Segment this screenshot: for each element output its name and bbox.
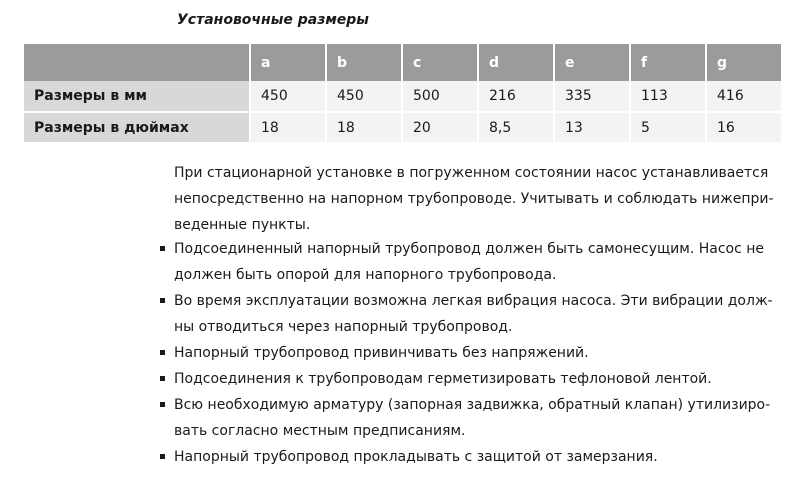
bullet-square-icon [160,350,165,355]
bullet-square-icon [160,376,165,381]
table-cell: 18 [326,112,402,143]
table-cell: 416 [706,81,781,112]
list-item [160,392,780,444]
intro-line: При стационарной установке в погруженном состоянии насос устанавливается [174,165,769,181]
column-header: d [478,44,554,81]
list-item [160,236,780,288]
table-cell: 450 [250,81,326,112]
table-cell: 16 [706,112,781,143]
table-cell: 500 [402,81,478,112]
table-cell: 335 [554,81,630,112]
column-header: c [402,44,478,81]
list-item-line: ны отводиться через напорный трубопровод. [174,319,513,335]
column-header: f [630,44,706,81]
column-header: a [250,44,326,81]
row-label: Размеры в мм [24,81,250,112]
dimensions-table [24,44,781,144]
table-row [24,81,781,112]
bullet-square-icon [160,402,165,407]
intro-paragraph [174,160,774,238]
table-cell: 18 [250,112,326,143]
list-item-line: Во время эксплуатации возможна легкая вибрация насоса. Эти вибрации долж- [174,293,773,309]
bullet-square-icon [160,454,165,459]
table-cell: 450 [326,81,402,112]
list-item-line: Напорный трубопровод привинчивать без напряжений. [174,345,589,361]
table-cell: 216 [478,81,554,112]
list-item [160,366,780,392]
table-row [24,112,781,143]
table-cell: 8,5 [478,112,554,143]
column-header: b [326,44,402,81]
list-item-line: Всю необходимую арматуру (запорная задвижка, обратный клапан) утилизиро- [174,397,771,413]
list-item [160,340,780,366]
list-item [160,444,780,470]
table-cell: 113 [630,81,706,112]
intro-line: веденные пункты. [174,217,311,233]
header-empty-cell [24,44,250,81]
list-item-line: Подсоединения к трубопроводам герметизировать тефлоновой лентой. [174,371,712,387]
table-cell: 13 [554,112,630,143]
table-cell: 20 [402,112,478,143]
list-item [160,288,780,340]
list-item-line: Подсоединенный напорный трубопровод должен быть самонесущим. Насос не [174,241,765,257]
bullet-square-icon [160,246,165,251]
column-header: g [706,44,781,81]
section-heading: Установочные размеры [177,12,369,28]
list-item-line: должен быть опорой для напорного трубопровода. [174,267,557,283]
column-header: e [554,44,630,81]
instruction-list [160,236,780,470]
list-item-line: вать согласно местным предписаниям. [174,423,466,439]
row-label: Размеры в дюймах [24,112,250,143]
table-header-row [24,44,781,81]
intro-line: непосредственно на напорном трубопроводе. Учитывать и соблюдать нижепри- [174,191,774,207]
bullet-square-icon [160,298,165,303]
table-cell: 5 [630,112,706,143]
list-item-line: Напорный трубопровод прокладывать с защитой от замерзания. [174,449,658,465]
